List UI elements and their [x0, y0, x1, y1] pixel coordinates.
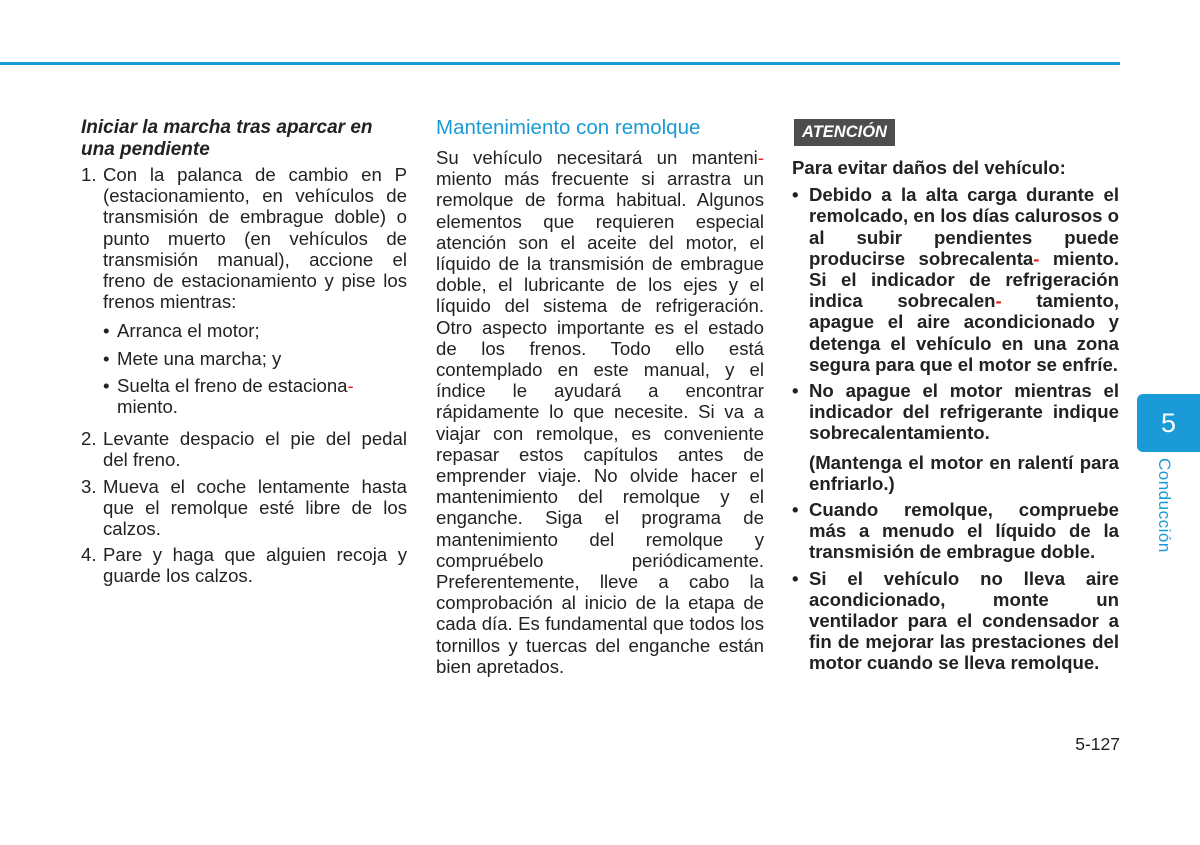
subsection-heading: Iniciar la marcha tras aparcar en una pendiente	[81, 117, 373, 160]
section-title: Mantenimiento con remolque	[436, 116, 701, 139]
warning-text	[809, 184, 1119, 375]
chapter-tab	[1137, 394, 1200, 452]
step-text: Pare y haga que alguien recoja y guarde los calzos.	[103, 544, 407, 587]
warning-note: (Mantenga el motor en ralentí para enfriarlo.)	[809, 451, 1119, 494]
text-part: Debido a la alta carga durante el remolcado, en los días calurosos o al subir pendientes puede producirse sobrecalenta	[809, 184, 1119, 269]
text-part: Su vehículo necesitará un manteni	[436, 147, 758, 168]
step-text: Con la palanca de cambio en P (estacionamiento, en vehículos de transmisión de embrague doble) o punto muerto (en vehículos de transmisión manual), accione el freno de estacionamiento y pise los frenos mientras:	[103, 164, 407, 313]
warning-text: Cuando remolque, compruebe más a menudo el líquido de la transmisión de embrague doble.	[809, 499, 1119, 563]
bullet: •	[103, 347, 110, 369]
step-4	[81, 544, 407, 586]
sub-step-text	[117, 375, 407, 417]
text-part: miento.	[117, 396, 178, 418]
bullet: •	[792, 567, 799, 589]
sub-step	[103, 320, 407, 341]
warning-item	[792, 568, 1119, 674]
page-number: 5-127	[1075, 734, 1120, 754]
step-2	[81, 428, 407, 470]
chapter-number: 5	[1160, 407, 1177, 438]
step-3	[81, 476, 407, 540]
bullet: •	[792, 499, 799, 521]
sub-step	[103, 375, 407, 417]
bullet: •	[103, 320, 110, 342]
text-part: Suelta el freno de estaciona	[117, 374, 348, 396]
step-number: 2.	[81, 428, 97, 450]
middle-column	[436, 112, 764, 677]
warning-item	[792, 499, 1119, 563]
hyphen-mark: -	[347, 374, 354, 396]
attention-badge: ATENCIÓN	[794, 119, 895, 146]
hyphen-mark: -	[757, 147, 764, 168]
step-1	[81, 164, 407, 423]
warning-item	[792, 380, 1119, 444]
header-rule	[0, 62, 1120, 65]
warning-text: Si el vehículo no lleva aire acondicionado, monte un ventilador para el condensador a fin de mejorar las prestaciones del motor cuando se lleva remolque.	[809, 567, 1119, 674]
right-column	[792, 112, 1119, 679]
body-paragraph	[436, 147, 764, 677]
hyphen-mark: -	[1033, 247, 1040, 269]
text-part: miento. Si el indicador de refrigeración indica sobrecalen	[809, 247, 1119, 312]
sub-step-text: Arranca el motor;	[117, 320, 260, 342]
step-number: 3.	[81, 475, 97, 497]
bullet: •	[792, 184, 799, 206]
text-part: miento más frecuente si arrastra un remolque de forma habitual. Algunos elementos que requieren especial atención son el aceite del motor, el líquido de la transmisión de embrague doble, el lubricante de los ejes y el líquido del sistema de refrigeración. Otro aspecto importante es el estado de los frenos. Todo ello está contemplado en este manual, y el índice le ayudará a encontrar rápidamente lo que necesite. Si va a viajar con remolque, es conveniente repasar estos capítulos antes de emprender viaje. No olvide hacer el mantenimiento del remolque y el enganche. Siga el programa de mantenimiento del remolque y compruébelo periódicamente. Preferentemente, lleve a cabo la comprobación al inicio de la etapa de cada día. Es fundamental que todos los tornillos y tuercas del enganche están bien apretados.	[436, 168, 764, 677]
warning-item	[792, 184, 1119, 375]
left-column	[81, 112, 407, 592]
warning-text: No apague el motor mientras el indicador del refrigerante indique sobrecalentamiento.	[809, 380, 1119, 444]
text-part: tamiento, apague el aire acondicionado y detenga el vehículo en una zona segura para que el motor se enfríe.	[809, 290, 1120, 375]
step-text: Levante despacio el pie del pedal del freno.	[103, 428, 407, 471]
step-number: 1.	[81, 164, 97, 185]
step-text: Mueva el coche lentamente hasta que el remolque esté libre de los calzos.	[103, 475, 407, 540]
sub-step-text: Mete una marcha; y	[117, 347, 282, 369]
bullet: •	[792, 380, 799, 402]
sub-step	[103, 348, 407, 369]
chapter-label: Conducción	[1155, 458, 1174, 553]
bullet: •	[103, 374, 110, 396]
step-body	[103, 164, 407, 423]
warning-lead: Para evitar daños del vehículo:	[792, 157, 1066, 178]
step-number: 4.	[81, 544, 97, 566]
hyphen-mark: -	[995, 290, 1002, 312]
